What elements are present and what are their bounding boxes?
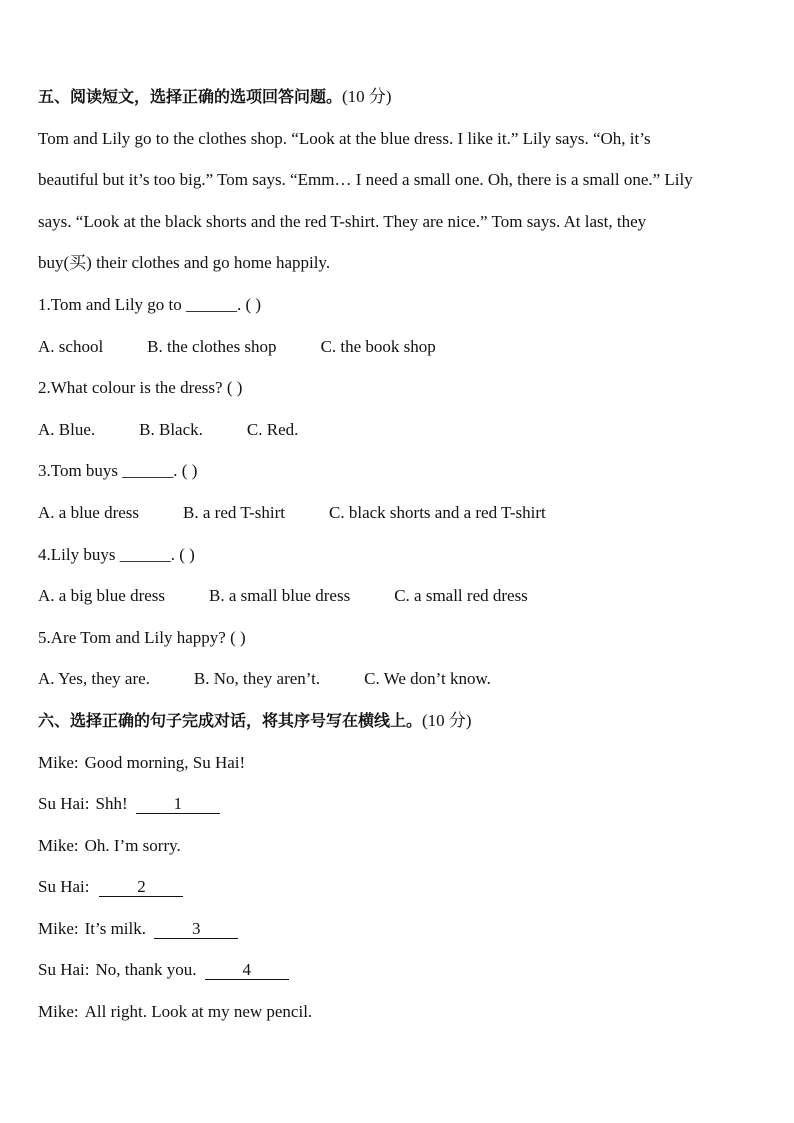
- passage-line-3: says. “Look at the black shorts and the red T-shirt. They are nice.” Tom says. At last, they: [38, 211, 647, 231]
- speaker: Su Hai:: [38, 794, 90, 814]
- dialogue-text: Oh. I’m sorry.: [84, 835, 181, 855]
- question-2: 2.What colour is the dress? ( ): [38, 378, 243, 398]
- option-a: A. a blue dress: [38, 502, 140, 522]
- option-c: C. We don’t know.: [364, 669, 491, 689]
- worksheet-page: [38, 84, 758, 1041]
- question-5: 5.Are Tom and Lily happy? ( ): [38, 627, 246, 647]
- option-c: C. a small red dress: [394, 586, 528, 606]
- option-c: C. Red.: [246, 419, 299, 439]
- option-b: B. No, they aren’t.: [193, 669, 321, 689]
- option-b: B. a small blue dress: [209, 586, 351, 606]
- question-5-options: [38, 666, 758, 708]
- dialogue-text: Good morning, Su Hai!: [84, 752, 246, 772]
- section5-score: (10 分): [342, 87, 392, 106]
- dialogue-line-3: [38, 833, 758, 875]
- question-3-options: [38, 500, 758, 542]
- passage-line-2: beautiful but it’s too big.” Tom says. “Emm… I need a small one. Oh, there is a small one.” Lily: [38, 170, 693, 190]
- answer-blank-4[interactable]: 4: [205, 961, 289, 980]
- speaker: Su Hai:: [38, 877, 90, 897]
- option-b: B. Black.: [139, 419, 203, 439]
- section6-heading: [38, 708, 758, 750]
- answer-blank-1[interactable]: 1: [136, 795, 220, 814]
- option-c: C. the book shop: [320, 336, 436, 356]
- question-3: 3.Tom buys ______. ( ): [38, 461, 198, 481]
- section6-score: (10 分): [422, 710, 472, 730]
- dialogue-text: Shh!: [95, 794, 128, 814]
- answer-blank-2[interactable]: 2: [99, 878, 183, 897]
- question-4-options: [38, 583, 758, 625]
- passage-line-1: Tom and Lily go to the clothes shop. “Look at the blue dress. I like it.” Lily says. “Oh, it’s: [38, 128, 651, 148]
- dialogue-line-4: [38, 874, 758, 916]
- speaker: Mike:: [38, 918, 79, 938]
- dialogue-text: No, thank you.: [95, 960, 197, 980]
- option-b: B. a red T-shirt: [183, 502, 286, 522]
- dialogue-line-5: [38, 916, 758, 958]
- dialogue-line-6: [38, 957, 758, 999]
- question-2-options: [38, 417, 758, 459]
- passage-line-4: buy(买) their clothes and go home happily.: [38, 253, 331, 273]
- dialogue-line-7: [38, 999, 758, 1041]
- option-a: A. a big blue dress: [38, 586, 166, 606]
- section5-title: 五、阅读短文，选择正确的选项回答问题。: [38, 87, 343, 106]
- question-1: 1.Tom and Lily go to ______. ( ): [38, 294, 262, 314]
- section6-title: 六、选择正确的句子完成对话，将其序号写在横线上。: [38, 710, 423, 730]
- answer-blank-3[interactable]: 3: [154, 920, 238, 939]
- speaker: Mike:: [38, 835, 79, 855]
- dialogue-line-1: [38, 750, 758, 792]
- dialogue-text: It’s milk.: [84, 918, 147, 938]
- section5-heading: [38, 84, 758, 126]
- option-a: A. school: [38, 336, 104, 356]
- question-4: 4.Lily buys ______. ( ): [38, 544, 195, 564]
- dialogue-line-2: [38, 791, 758, 833]
- option-a: A. Yes, they are.: [38, 669, 150, 689]
- speaker: Mike:: [38, 752, 79, 772]
- speaker: Mike:: [38, 1002, 79, 1022]
- dialogue-text: All right. Look at my new pencil.: [84, 1002, 313, 1022]
- question-1-options: [38, 334, 758, 376]
- option-c: C. black shorts and a red T-shirt: [329, 502, 546, 522]
- option-a: A. Blue.: [38, 419, 96, 439]
- speaker: Su Hai:: [38, 960, 90, 980]
- option-b: B. the clothes shop: [147, 336, 277, 356]
